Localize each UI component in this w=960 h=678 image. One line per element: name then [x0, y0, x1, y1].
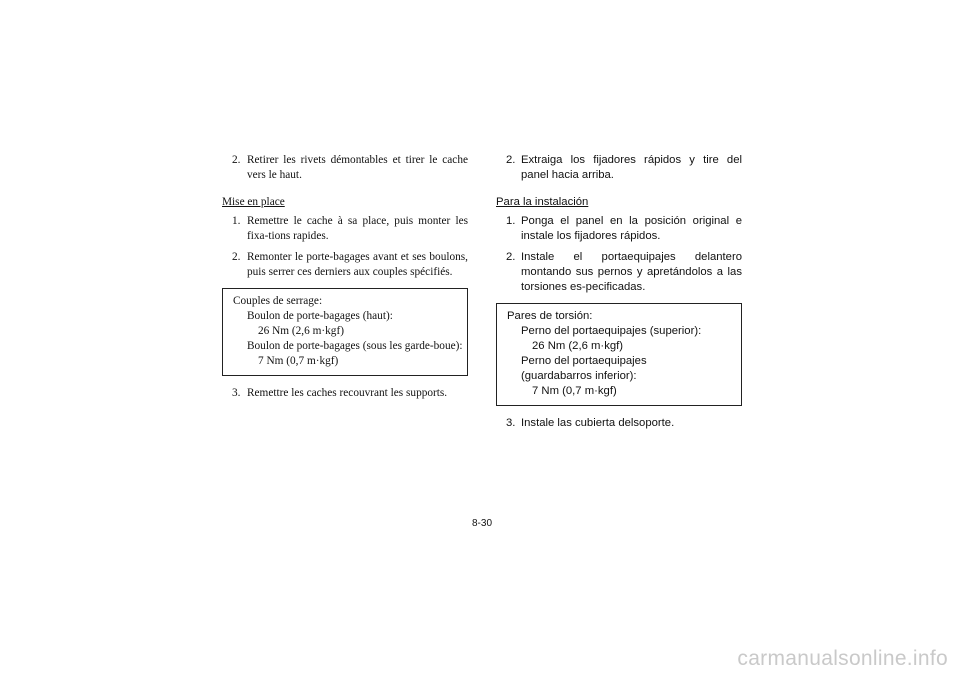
step-text: Remettre le cache à sa place, puis monter les fixa-tions rapides. — [247, 215, 468, 242]
step-text: Retirer les rivets démontables et tirer le cache vers le haut. — [247, 154, 468, 181]
spec-label: Perno del portaequipajes (superior): — [521, 325, 702, 337]
spanish-step-2 — [496, 250, 746, 295]
spanish-step-3 — [496, 416, 746, 431]
spec-label: Boulon de porte-bagages (sous les garde-boue): — [247, 340, 463, 352]
spanish-step-1 — [496, 214, 746, 244]
step-number: 3. — [506, 417, 516, 429]
spanish-installation-heading: Para la instalación — [496, 196, 589, 208]
french-step-2 — [222, 250, 472, 280]
step-number: 1. — [232, 215, 241, 227]
step-number: 2. — [232, 154, 241, 166]
spec-value: 7 Nm (0,7 m·kgf) — [532, 385, 617, 397]
spec-value: 7 Nm (0,7 m·kgf) — [258, 355, 339, 367]
step-text: Instale las cubierta delsoporte. — [521, 417, 675, 429]
step-number: 2. — [232, 251, 241, 263]
step-number: 3. — [232, 387, 241, 399]
french-step-2-removal — [222, 153, 472, 183]
step-number: 2. — [506, 154, 516, 166]
spec-label: Boulon de porte-bagages (haut): — [247, 310, 393, 322]
step-text: Remonter le porte-bagages avant et ses boulons, puis serrer ces derniers aux couples spécifiés. — [247, 251, 468, 278]
french-column — [222, 153, 472, 407]
spec-label: (guardabarros inferior): — [521, 370, 637, 382]
french-step-3 — [222, 386, 472, 401]
french-installation-heading: Mise en place — [222, 196, 285, 208]
watermark: carmanualsonline.info — [737, 647, 948, 670]
spec-value: 26 Nm (2,6 m·kgf) — [258, 325, 344, 337]
step-number: 2. — [506, 251, 516, 263]
page-number: 8-30 — [472, 518, 493, 529]
spec-label: Perno del portaequipajes — [521, 355, 647, 367]
spanish-torque-spec-box — [496, 303, 742, 406]
spec-title: Pares de torsión: — [507, 310, 593, 322]
step-number: 1. — [506, 215, 516, 227]
step-text: Extraiga los fijadores rápidos y tire del panel hacia arriba. — [521, 154, 742, 181]
step-text: Instale el portaequipajes delantero montando sus pernos y apretándolos a las torsiones es-pecificadas. — [521, 251, 742, 293]
spanish-column — [496, 153, 746, 437]
french-step-1 — [222, 214, 472, 244]
french-torque-spec-box — [222, 288, 468, 376]
spec-value: 26 Nm (2,6 m·kgf) — [532, 340, 624, 352]
step-text: Remettre les caches recouvrant les supports. — [247, 387, 448, 399]
spec-title: Couples de serrage: — [233, 295, 323, 307]
spanish-step-2-removal — [496, 153, 746, 183]
step-text: Ponga el panel en la posición original e instale los fijadores rápidos. — [521, 215, 742, 242]
